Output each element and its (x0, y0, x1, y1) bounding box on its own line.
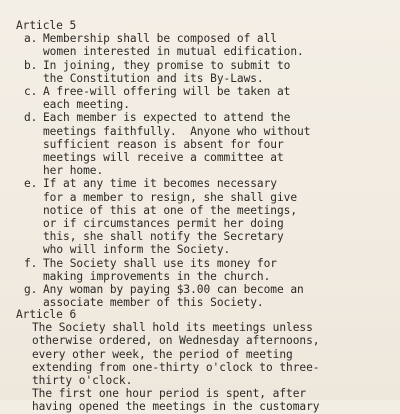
article-5-item-a (16, 32, 396, 58)
item-letter: g. (24, 283, 38, 297)
paragraph-line: extending from one-thirty o'clock to three- (32, 360, 320, 374)
item-letter: c. (24, 85, 38, 99)
item-text-line: The Society shall use its money for (43, 256, 277, 270)
article-5-item-c (16, 85, 396, 111)
item-text-line: meetings faithfully. Anyone who without (43, 124, 311, 138)
item-text-line: Any woman by paying $3.00 can become an (43, 283, 304, 297)
item-text-line: or if circumstances permit her doing (43, 217, 284, 231)
item-text-line: women interested in mutual edification. (43, 45, 304, 59)
item-letter: e. (24, 177, 38, 191)
item-text-line: A free-will offering will be taken at (43, 85, 291, 99)
item-text-line: notice of this at one of the meetings, (43, 203, 298, 217)
article-5-item-f (16, 257, 396, 283)
item-text-line: her home. (43, 164, 104, 178)
item-text-line: this, she shall notify the Secretary (43, 230, 284, 244)
item-letter: d. (24, 111, 38, 125)
item-text-line: Each member is expected to attend the (43, 111, 291, 125)
item-letter: b. (24, 58, 38, 72)
article-6-heading: Article 6 (16, 308, 77, 321)
item-text-line: for a member to resign, she shall give (43, 190, 298, 204)
item-text-line: sufficient reason is absent for four (43, 137, 284, 151)
item-text-line: who will inform the Society. (43, 243, 231, 257)
item-letter: f. (24, 256, 38, 270)
item-text-line: each meeting. (43, 98, 130, 112)
item-text-line: making improvements in the church. (43, 269, 271, 283)
article-5-item-b (16, 59, 396, 85)
article-6-paragraph (16, 387, 396, 413)
article-5-heading: Article 5 (16, 19, 77, 32)
item-text-line: In joining, they promise to submit to (43, 58, 291, 72)
paragraph-line: thirty o'clock. (32, 374, 133, 388)
article-5-item-g (16, 283, 396, 309)
article-6 (16, 308, 396, 414)
article-6-paragraph (16, 321, 396, 387)
item-text-line: the Constitution and its By-Laws. (43, 71, 264, 85)
paragraph-line: The Society shall hold its meetings unless (32, 321, 313, 335)
item-text-line: If at any time it becomes necessary (43, 177, 277, 191)
paragraph-line: The first one hour period is spent, after (32, 387, 307, 401)
paragraph-line: every other week, the period of meeting (32, 347, 293, 361)
article-5 (16, 19, 396, 309)
article-5-item-e (16, 177, 396, 256)
item-text-line: Membership shall be composed of all (43, 32, 277, 46)
article-5-item-d (16, 111, 396, 177)
article-5-items (16, 32, 396, 309)
item-text-line: associate member of this Society. (43, 296, 264, 310)
paragraph-line: having opened the meetings in the customary (32, 400, 320, 414)
item-text-line: meetings will receive a committee at (43, 151, 284, 165)
item-letter: a. (24, 32, 38, 46)
paragraph-line: otherwise ordered, on Wednesday afternoons, (32, 334, 320, 348)
